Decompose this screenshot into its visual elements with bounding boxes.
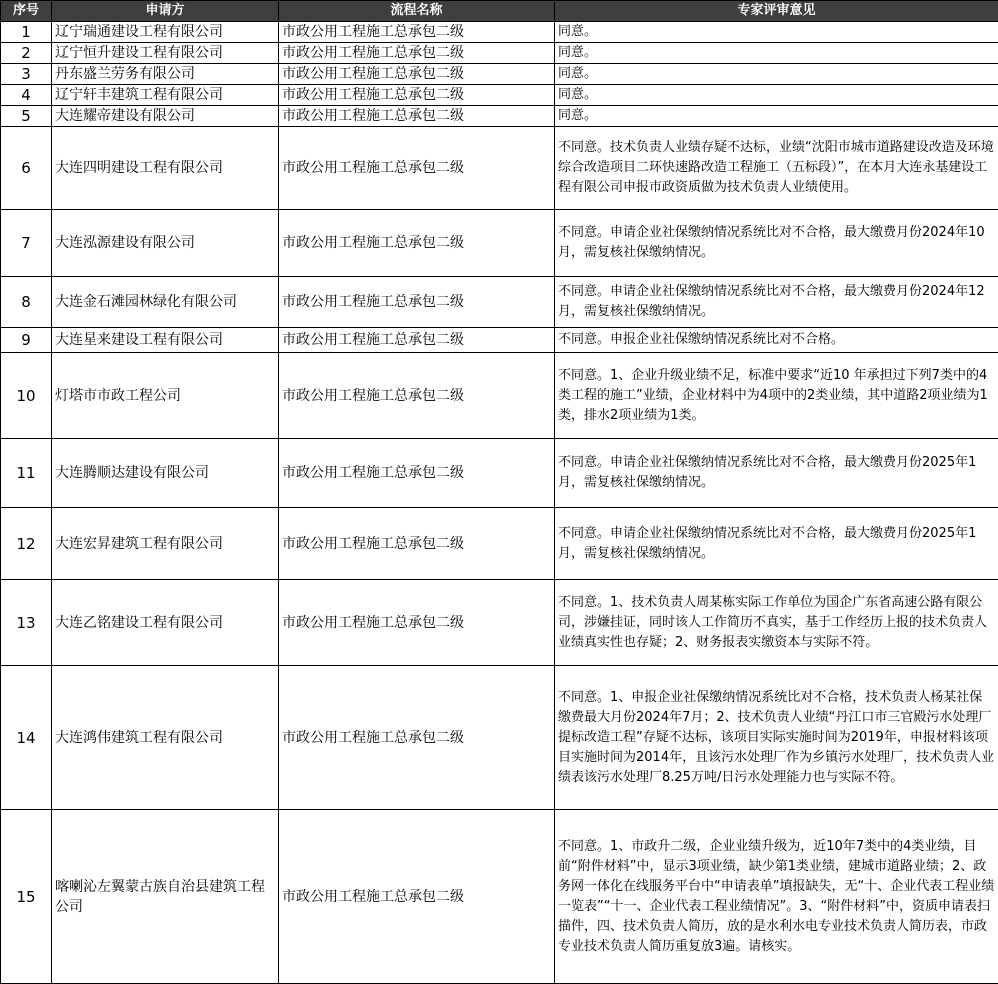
row-index: 6 xyxy=(1,127,52,210)
process-name: 市政公用工程施工总承包二级 xyxy=(279,810,555,984)
table-row xyxy=(1,666,998,810)
process-name: 市政公用工程施工总承包二级 xyxy=(279,508,555,580)
process-name: 市政公用工程施工总承包二级 xyxy=(279,43,555,64)
table-row xyxy=(1,810,998,984)
review-opinion: 不同意。1、市政升二级，企业业绩升级为，近10年7类中的4类业绩，目前“附件材料”中，显示3项业绩，缺少第1类业绩，建城市道路业绩；2、政务网一体化在线服务平台中“申请表单”填报缺失，无“十、企业代表工程业绩一览表”“十一、企业代表工程业绩情况”。3、“附件材料”中，资质申请表扫描件，四、技术负责人简历，放的是水利水电专业技术负责人简历表，市政专业技术负责人简历重复放3遍。请核实。 xyxy=(555,810,998,984)
review-opinion: 不同意。申报企业社保缴纳情况系统比对不合格。 xyxy=(555,328,998,353)
process-name: 市政公用工程施工总承包二级 xyxy=(279,127,555,210)
row-index: 9 xyxy=(1,328,52,353)
header-index: 序号 xyxy=(1,1,52,22)
review-opinion: 不同意。申请企业社保缴纳情况系统比对不合格，最大缴费月份2024年10月，需复核社保缴纳情况。 xyxy=(555,210,998,277)
row-index: 2 xyxy=(1,43,52,64)
table-row xyxy=(1,127,998,210)
header-applicant: 申请方 xyxy=(52,1,279,22)
table-row xyxy=(1,328,998,353)
review-opinion: 不同意。申请企业社保缴纳情况系统比对不合格，最大缴费月份2025年1月，需复核社保缴纳情况。 xyxy=(555,508,998,580)
table-row xyxy=(1,43,998,64)
review-opinion: 不同意。技术负责人业绩存疑不达标，业绩“沈阳市城市道路建设改造及环境综合改造项目二环快速路改造工程施工（五标段）”，在本月大连永基建设工程有限公司申报市政资质做为技术负责人业绩使用。 xyxy=(555,127,998,210)
applicant-name: 大连星来建设工程有限公司 xyxy=(52,328,279,353)
applicant-name: 大连耀帝建设有限公司 xyxy=(52,106,279,127)
applicant-name: 辽宁瑞通建设工程有限公司 xyxy=(52,22,279,43)
table-row xyxy=(1,580,998,666)
applicant-name: 大连宏昇建筑工程有限公司 xyxy=(52,508,279,580)
row-index: 11 xyxy=(1,439,52,508)
applicant-name: 大连泓源建设有限公司 xyxy=(52,210,279,277)
process-name: 市政公用工程施工总承包二级 xyxy=(279,277,555,328)
review-opinion: 不同意。申请企业社保缴纳情况系统比对不合格，最大缴费月份2024年12月，需复核社保缴纳情况。 xyxy=(555,277,998,328)
applicant-name: 辽宁轩丰建筑工程有限公司 xyxy=(52,85,279,106)
applicant-name: 大连四明建设工程有限公司 xyxy=(52,127,279,210)
process-name: 市政公用工程施工总承包二级 xyxy=(279,85,555,106)
table-row xyxy=(1,22,998,43)
row-index: 10 xyxy=(1,353,52,439)
process-name: 市政公用工程施工总承包二级 xyxy=(279,22,555,43)
review-opinion: 不同意。1、企业升级业绩不足，标准中要求“近10 年承担过下列7类中的4类工程的施工”业绩，企业材料中为4项中的2类业绩，其中道路2项业绩为1类，排水2项业绩为1类。 xyxy=(555,353,998,439)
table-row xyxy=(1,508,998,580)
review-opinion: 同意。 xyxy=(555,106,998,127)
table-row xyxy=(1,353,998,439)
applicant-name: 辽宁恒升建设工程有限公司 xyxy=(52,43,279,64)
row-index: 3 xyxy=(1,64,52,85)
review-opinion: 同意。 xyxy=(555,43,998,64)
header-opinion: 专家评审意见 xyxy=(555,1,998,22)
table-row xyxy=(1,439,998,508)
row-index: 12 xyxy=(1,508,52,580)
applicant-name: 喀喇沁左翼蒙古族自治县建筑工程公司 xyxy=(52,810,279,984)
applicant-name: 大连鸿伟建筑工程有限公司 xyxy=(52,666,279,810)
table-row xyxy=(1,106,998,127)
applicant-name: 丹东盛兰劳务有限公司 xyxy=(52,64,279,85)
applicant-name: 大连乙铭建设工程有限公司 xyxy=(52,580,279,666)
header-process: 流程名称 xyxy=(279,1,555,22)
applicant-name: 大连腾顺达建设有限公司 xyxy=(52,439,279,508)
row-index: 4 xyxy=(1,85,52,106)
table-row xyxy=(1,64,998,85)
process-name: 市政公用工程施工总承包二级 xyxy=(279,666,555,810)
row-index: 14 xyxy=(1,666,52,810)
review-opinion: 不同意。1、申报企业社保缴纳情况系统比对不合格，技术负责人杨某社保缴费最大月份2024年7月；2、技术负责人业绩“丹江口市三官殿污水处理厂提标改造工程”存疑不达标，该项目实际实施时间为2019年，申报材料该项目实施时间为2014年，且该污水处理厂作为乡镇污水处理厂，技术负责人业绩表该污水处理厂8.25万吨/日污水处理能力也与实际不符。 xyxy=(555,666,998,810)
row-index: 13 xyxy=(1,580,52,666)
table-row xyxy=(1,277,998,328)
row-index: 5 xyxy=(1,106,52,127)
applicant-name: 灯塔市市政工程公司 xyxy=(52,353,279,439)
process-name: 市政公用工程施工总承包二级 xyxy=(279,64,555,85)
review-opinion: 同意。 xyxy=(555,22,998,43)
header-row xyxy=(1,1,998,22)
review-opinion: 不同意。申请企业社保缴纳情况系统比对不合格，最大缴费月份2025年1月，需复核社保缴纳情况。 xyxy=(555,439,998,508)
review-opinion: 不同意。1、技术负责人周某栋实际工作单位为国企广东省高速公路有限公司，涉嫌挂证，同时该人工作简历不真实，基于工作经历上报的技术负责人业绩真实性也存疑；2、财务报表实缴资本与实际不符。 xyxy=(555,580,998,666)
row-index: 15 xyxy=(1,810,52,984)
process-name: 市政公用工程施工总承包二级 xyxy=(279,353,555,439)
process-name: 市政公用工程施工总承包二级 xyxy=(279,580,555,666)
process-name: 市政公用工程施工总承包二级 xyxy=(279,439,555,508)
row-index: 1 xyxy=(1,22,52,43)
process-name: 市政公用工程施工总承包二级 xyxy=(279,210,555,277)
table-row xyxy=(1,85,998,106)
row-index: 7 xyxy=(1,210,52,277)
process-name: 市政公用工程施工总承包二级 xyxy=(279,106,555,127)
review-opinion: 同意。 xyxy=(555,64,998,85)
process-name: 市政公用工程施工总承包二级 xyxy=(279,328,555,353)
review-opinion: 同意。 xyxy=(555,85,998,106)
table-row xyxy=(1,210,998,277)
row-index: 8 xyxy=(1,277,52,328)
applicant-name: 大连金石滩园林绿化有限公司 xyxy=(52,277,279,328)
